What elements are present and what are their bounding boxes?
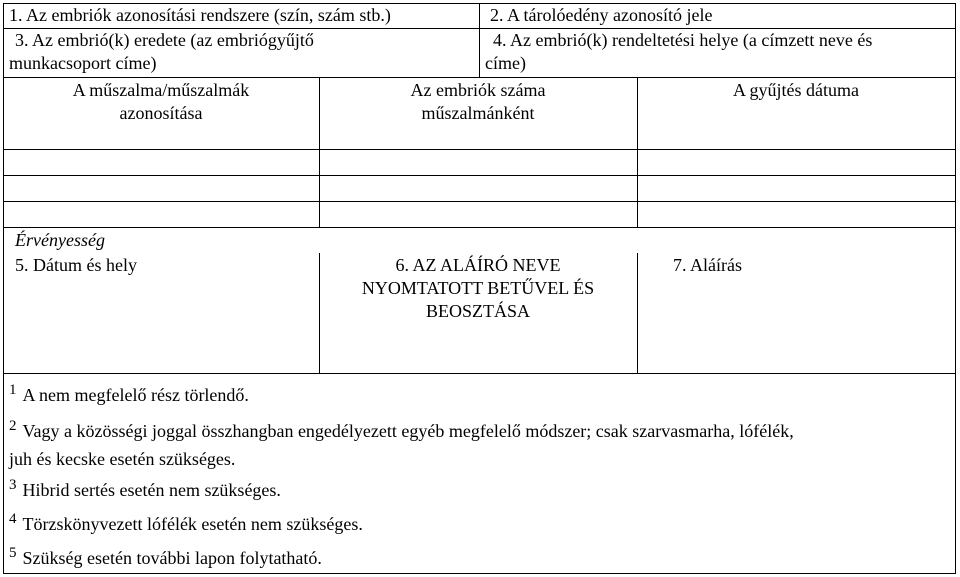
field-embryo-destination: 4. Az embrió(k) rendeltetési helye (a címzett neve és — [493, 30, 873, 50]
rule-row5 — [3, 201, 956, 202]
footnote-5 — [9, 547, 322, 571]
footnote-2 — [9, 420, 794, 444]
rule-row6 — [3, 227, 956, 228]
field-signatory-name-line3: BEOSZTÁSA — [425, 301, 530, 321]
field-container-id: 2. A tárolóedény azonosító jele — [490, 5, 713, 25]
footnote-number: 5 — [9, 545, 17, 561]
field-embryo-origin: 3. Az embrió(k) eredete (az embriógyűjtő — [15, 30, 314, 50]
column-header-embryo-count-line2: műszalmánként — [421, 103, 535, 123]
footnote-2-continuation: juh és kecske esetén szükséges. — [9, 449, 236, 469]
divider-sign-2 — [637, 253, 638, 373]
footnote-text: Hibrid sertés esetén nem szükséges. — [22, 480, 281, 500]
column-header-collection-date: A gyűjtés dátuma — [733, 80, 859, 100]
footnote-number: 4 — [9, 511, 17, 527]
field-signatory-name-line1: 6. AZ ALÁÍRÓ NEVE — [395, 255, 561, 275]
footnote-number: 1 — [9, 382, 17, 398]
footnote-number: 3 — [9, 477, 17, 493]
column-header-straw-id-line2: azonosítása — [119, 103, 203, 123]
footnote-4 — [9, 513, 363, 537]
rule-row2 — [3, 77, 956, 78]
footnote-3 — [9, 479, 281, 503]
field-signature: 7. Aláírás — [673, 255, 742, 275]
field-date-place: 5. Dátum és hely — [15, 255, 137, 275]
rule-row3 — [3, 149, 956, 150]
border-right — [955, 3, 956, 574]
certificate-form — [3, 3, 956, 574]
column-header-straw-id — [3, 79, 319, 125]
field-embryo-identification: 1. Az embriók azonosítási rendszere (szín, szám stb.) — [9, 5, 391, 25]
footnote-text: A nem megfelelő rész törlendő. — [22, 385, 249, 405]
footnote-text: Szükség esetén további lapon folytatható. — [22, 548, 322, 568]
rule-row4 — [3, 175, 956, 176]
footnote-text: Törzskönyvezett lófélék esetén nem szükséges. — [22, 514, 363, 534]
footnote-text: Vagy a közösségi joggal összhangban engedélyezett egyéb megfelelő módszer; csak szarvasmarha, lófélék, — [22, 421, 794, 441]
column-header-straw-id-line1: A műszalma/műszalmák — [72, 80, 250, 100]
validity-label: Érvényesség — [15, 230, 105, 250]
divider-header — [479, 3, 480, 77]
rule-row7 — [3, 373, 956, 374]
column-header-embryo-count — [319, 79, 637, 125]
field-signatory-name — [319, 254, 637, 323]
column-header-embryo-count-line1: Az embriók száma — [410, 80, 546, 100]
border-bottom — [3, 573, 956, 574]
footnote-number: 2 — [9, 418, 17, 434]
footnote-1 — [9, 384, 249, 408]
field-signatory-name-line2: NYOMTATOTT BETŰVEL ÉS — [361, 278, 595, 298]
field-embryo-destination-cont: címe) — [485, 53, 526, 73]
field-embryo-origin-cont: munkacsoport címe) — [9, 53, 157, 73]
